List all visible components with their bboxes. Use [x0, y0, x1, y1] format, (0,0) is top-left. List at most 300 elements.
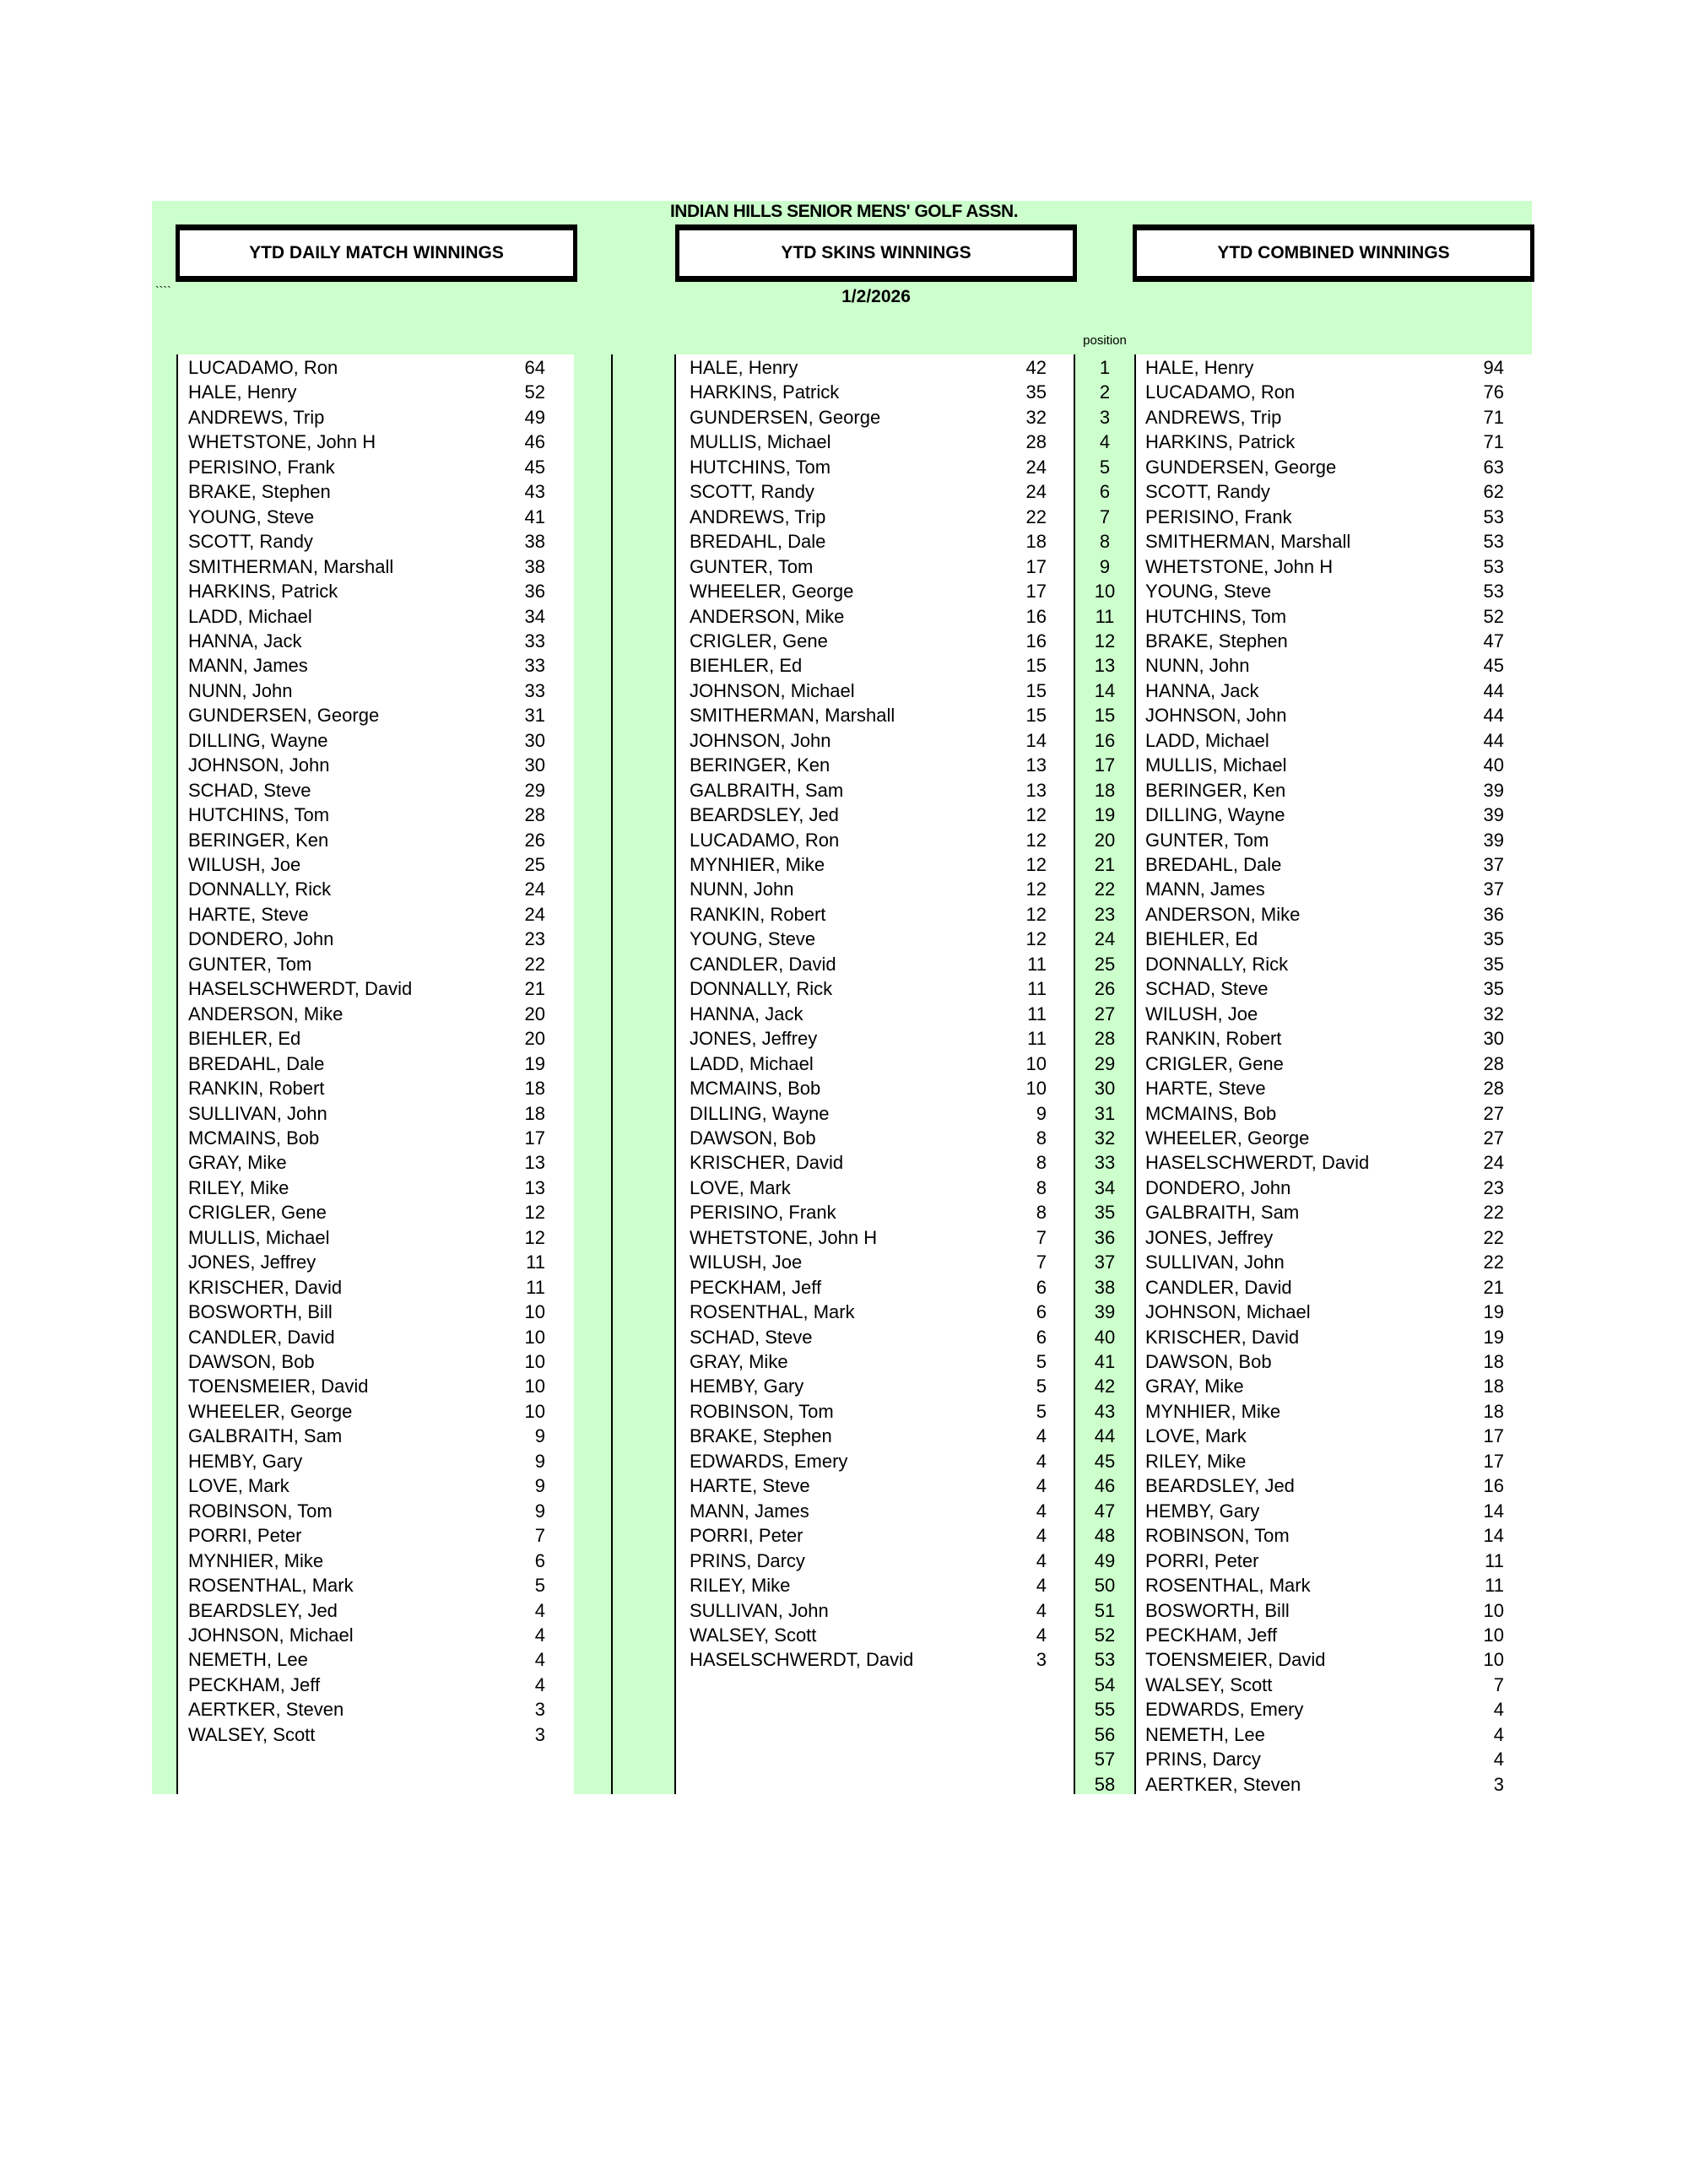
daily-winnings: 19 — [524, 1052, 545, 1074]
daily-player-name: BOSWORTH, Bill — [188, 1301, 333, 1323]
skins-winnings: 15 — [1025, 655, 1047, 677]
combined-position: 32 — [1094, 1127, 1116, 1149]
daily-player-name: NEMETH, Lee — [188, 1649, 308, 1671]
daily-player-name: GRAY, Mike — [188, 1152, 287, 1174]
daily-player-name: DONNALLY, Rick — [188, 878, 332, 900]
daily-player-name: SULLIVAN, John — [188, 1102, 327, 1124]
combined-player-name: HUTCHINS, Tom — [1145, 605, 1287, 627]
combined-winnings: 22 — [1483, 1251, 1504, 1273]
combined-player-name: KRISCHER, David — [1145, 1326, 1300, 1348]
skins-player-name: PECKHAM, Jeff — [690, 1276, 822, 1298]
combined-player-name: MCMAINS, Bob — [1145, 1102, 1277, 1124]
combined-player-name: LOVE, Mark — [1145, 1425, 1247, 1447]
daily-player-name: PECKHAM, Jeff — [188, 1673, 321, 1695]
combined-winnings: 10 — [1483, 1599, 1504, 1621]
daily-player-name: DAWSON, Bob — [188, 1351, 315, 1372]
daily-player-name: HARKINS, Patrick — [188, 581, 338, 603]
combined-winnings: 18 — [1483, 1400, 1504, 1422]
combined-player-name: SCHAD, Steve — [1145, 978, 1269, 1000]
combined-player-name: PERISINO, Frank — [1145, 505, 1292, 527]
skins-winnings: 11 — [1027, 1028, 1047, 1050]
skins-player-name: KRISCHER, David — [690, 1152, 844, 1174]
skins-winnings: 3 — [1036, 1649, 1047, 1671]
combined-winnings: 53 — [1483, 505, 1504, 527]
daily-player-name: JOHNSON, Michael — [188, 1624, 354, 1646]
combined-player-name: HANNA, Jack — [1145, 679, 1259, 701]
skins-winnings: 6 — [1036, 1301, 1047, 1323]
daily-player-name: BEARDSLEY, Jed — [188, 1599, 338, 1621]
skins-player-name: GALBRAITH, Sam — [690, 779, 844, 801]
daily-player-name: SCOTT, Randy — [188, 531, 313, 553]
daily-player-name: WHEELER, George — [188, 1400, 353, 1422]
combined-winnings: 16 — [1483, 1475, 1504, 1497]
combined-winnings: 35 — [1483, 953, 1504, 975]
combined-position: 52 — [1094, 1624, 1116, 1646]
daily-winnings: 7 — [534, 1525, 545, 1547]
daily-player-name: ROBINSON, Tom — [188, 1500, 333, 1522]
combined-player-name: PORRI, Peter — [1145, 1549, 1259, 1571]
daily-winnings: 4 — [534, 1624, 545, 1646]
daily-winnings: 20 — [524, 1028, 545, 1050]
combined-winnings: 7 — [1493, 1673, 1504, 1695]
daily-winnings: 11 — [526, 1251, 545, 1273]
daily-winnings: 33 — [524, 655, 545, 677]
combined-winnings: 30 — [1483, 1028, 1504, 1050]
daily-winnings: 22 — [524, 953, 545, 975]
combined-winnings: 62 — [1483, 481, 1504, 503]
combined-winnings: 11 — [1485, 1575, 1504, 1597]
daily-winnings: 9 — [534, 1475, 545, 1497]
combined-player-name: DILLING, Wayne — [1145, 804, 1285, 826]
daily-player-name: GALBRAITH, Sam — [188, 1425, 343, 1447]
skins-winnings: 14 — [1025, 729, 1047, 751]
daily-winnings: 33 — [524, 679, 545, 701]
skins-winnings: 11 — [1027, 978, 1047, 1000]
daily-winnings: 33 — [524, 630, 545, 651]
combined-player-name: GRAY, Mike — [1145, 1376, 1244, 1397]
daily-winnings: 3 — [534, 1699, 545, 1721]
skins-winnings: 8 — [1036, 1202, 1047, 1224]
combined-winnings: 14 — [1483, 1525, 1504, 1547]
combined-player-name: WHETSTONE, John H — [1145, 555, 1334, 577]
daily-winnings: 43 — [524, 481, 545, 503]
daily-winnings: 38 — [524, 531, 545, 553]
daily-winnings: 52 — [524, 381, 545, 403]
combined-winnings: 76 — [1483, 381, 1504, 403]
divider — [611, 354, 613, 1794]
combined-player-name: HASELSCHWERDT, David — [1145, 1152, 1370, 1174]
combined-winnings: 17 — [1483, 1425, 1504, 1447]
skins-player-name: ROBINSON, Tom — [690, 1400, 834, 1422]
combined-position: 34 — [1094, 1176, 1116, 1198]
daily-winnings: 12 — [524, 1226, 545, 1248]
combined-winnings: 39 — [1483, 779, 1504, 801]
skins-winnings: 5 — [1036, 1376, 1047, 1397]
combined-position: 20 — [1094, 829, 1116, 851]
skins-player-name: RANKIN, Robert — [690, 903, 826, 925]
skins-winnings: 5 — [1036, 1351, 1047, 1372]
skins-player-name: JONES, Jeffrey — [690, 1028, 818, 1050]
skins-winnings: 17 — [1025, 555, 1047, 577]
skins-player-name: MANN, James — [690, 1500, 809, 1522]
combined-player-name: HARTE, Steve — [1145, 1078, 1266, 1100]
daily-player-name: HEMBY, Gary — [188, 1450, 303, 1472]
skins-winnings: 35 — [1025, 381, 1047, 403]
skins-winnings: 22 — [1025, 505, 1047, 527]
skins-winnings: 12 — [1025, 829, 1047, 851]
skins-winnings: 4 — [1036, 1575, 1047, 1597]
combined-winnings: 52 — [1483, 605, 1504, 627]
daily-winnings: 11 — [526, 1276, 545, 1298]
combined-position: 58 — [1094, 1773, 1116, 1795]
combined-position: 4 — [1099, 431, 1111, 453]
skins-player-name: DONNALLY, Rick — [690, 978, 833, 1000]
combined-player-name: PRINS, Darcy — [1145, 1749, 1261, 1770]
skins-player-name: RILEY, Mike — [690, 1575, 791, 1597]
combined-winnings: 37 — [1483, 878, 1504, 900]
daily-player-name: ANDREWS, Trip — [188, 406, 325, 428]
combined-position: 25 — [1094, 953, 1116, 975]
skins-winnings: 42 — [1025, 357, 1047, 378]
combined-position: 31 — [1094, 1102, 1116, 1124]
skins-player-name: LADD, Michael — [690, 1052, 814, 1074]
skins-player-name: YOUNG, Steve — [690, 928, 816, 950]
combined-winnings: 28 — [1483, 1078, 1504, 1100]
daily-winnings: 36 — [524, 581, 545, 603]
skins-winnings: 4 — [1036, 1599, 1047, 1621]
daily-winnings: 13 — [524, 1152, 545, 1174]
combined-player-name: MANN, James — [1145, 878, 1265, 900]
skins-player-name: MYNHIER, Mike — [690, 854, 825, 875]
report-date: 1/2/2026 — [841, 287, 911, 306]
combined-winnings: 44 — [1483, 729, 1504, 751]
skins-winnings: 13 — [1025, 779, 1047, 801]
combined-position: 47 — [1094, 1500, 1116, 1522]
combined-position: 40 — [1094, 1326, 1116, 1348]
skins-player-name: HALE, Henry — [690, 357, 798, 378]
skins-player-name: MULLIS, Michael — [690, 431, 831, 453]
combined-player-name: CRIGLER, Gene — [1145, 1052, 1284, 1074]
combined-player-name: LUCADAMO, Ron — [1145, 381, 1296, 403]
combined-player-name: DAWSON, Bob — [1145, 1351, 1272, 1372]
combined-winnings: 28 — [1483, 1052, 1504, 1074]
green-margin — [152, 354, 177, 1794]
daily-player-name: CANDLER, David — [188, 1326, 335, 1348]
combined-player-name: HARKINS, Patrick — [1145, 431, 1296, 453]
skins-winnings: 16 — [1025, 630, 1047, 651]
skins-player-name: BRAKE, Stephen — [690, 1425, 832, 1447]
combined-player-name: DONNALLY, Rick — [1145, 953, 1289, 975]
combined-player-name: ROBINSON, Tom — [1145, 1525, 1290, 1547]
combined-winnings: 71 — [1483, 431, 1504, 453]
skins-winnings: 10 — [1025, 1052, 1047, 1074]
skins-heading: YTD SKINS WINNINGS — [675, 224, 1077, 282]
skins-player-name: ANDERSON, Mike — [690, 605, 845, 627]
combined-player-name: JONES, Jeffrey — [1145, 1226, 1274, 1248]
daily-player-name: LUCADAMO, Ron — [188, 357, 338, 378]
skins-player-name: LOVE, Mark — [690, 1176, 791, 1198]
combined-position: 3 — [1099, 406, 1111, 428]
combined-position: 22 — [1094, 878, 1116, 900]
combined-position: 56 — [1094, 1723, 1116, 1745]
combined-position: 26 — [1094, 978, 1116, 1000]
combined-position: 41 — [1094, 1351, 1116, 1372]
daily-winnings: 6 — [534, 1549, 545, 1571]
daily-player-name: HALE, Henry — [188, 381, 297, 403]
skins-player-name: BIEHLER, Ed — [690, 655, 803, 677]
skins-player-name: EDWARDS, Emery — [690, 1450, 848, 1472]
skins-winnings: 11 — [1027, 1003, 1047, 1024]
combined-position: 36 — [1094, 1226, 1116, 1248]
daily-player-name: GUNDERSEN, George — [188, 705, 380, 727]
combined-winnings: 35 — [1483, 928, 1504, 950]
combined-winnings: 94 — [1483, 357, 1504, 378]
combined-position: 54 — [1094, 1673, 1116, 1695]
daily-player-name: BERINGER, Ken — [188, 829, 329, 851]
skins-winnings: 4 — [1036, 1425, 1047, 1447]
skins-player-name: PERISINO, Frank — [690, 1202, 836, 1224]
daily-winnings: 29 — [524, 779, 545, 801]
combined-position: 44 — [1094, 1425, 1116, 1447]
skins-player-name: PORRI, Peter — [690, 1525, 803, 1547]
skins-winnings: 24 — [1025, 481, 1047, 503]
skins-winnings: 4 — [1036, 1450, 1047, 1472]
combined-winnings: 53 — [1483, 555, 1504, 577]
daily-winnings: 30 — [524, 754, 545, 776]
combined-winnings: 35 — [1483, 978, 1504, 1000]
daily-winnings: 17 — [524, 1127, 545, 1149]
skins-player-name: WALSEY, Scott — [690, 1624, 817, 1646]
combined-position: 14 — [1094, 679, 1116, 701]
combined-position: 8 — [1099, 531, 1111, 553]
combined-player-name: RANKIN, Robert — [1145, 1028, 1282, 1050]
daily-player-name: RANKIN, Robert — [188, 1078, 325, 1100]
skins-winnings: 4 — [1036, 1624, 1047, 1646]
daily-player-name: BRAKE, Stephen — [188, 481, 331, 503]
daily-winnings: 10 — [524, 1301, 545, 1323]
combined-position: 46 — [1094, 1475, 1116, 1497]
skins-player-name: HARTE, Steve — [690, 1475, 810, 1497]
daily-player-name: MYNHIER, Mike — [188, 1549, 324, 1571]
skins-winnings: 12 — [1025, 903, 1047, 925]
daily-player-name: BIEHLER, Ed — [188, 1028, 301, 1050]
combined-position: 19 — [1094, 804, 1116, 826]
skins-player-name: SCHAD, Steve — [690, 1326, 813, 1348]
combined-player-name: PECKHAM, Jeff — [1145, 1624, 1278, 1646]
daily-winnings: 46 — [524, 431, 545, 453]
skins-player-name: HUTCHINS, Tom — [690, 456, 831, 478]
skins-player-name: GRAY, Mike — [690, 1351, 788, 1372]
combined-player-name: NUNN, John — [1145, 655, 1250, 677]
skins-winnings: 15 — [1025, 679, 1047, 701]
daily-player-name: PERISINO, Frank — [188, 456, 335, 478]
skins-player-name: WHETSTONE, John H — [690, 1226, 878, 1248]
skins-player-name: HARKINS, Patrick — [690, 381, 840, 403]
stray-marks: ```` — [155, 284, 171, 297]
combined-player-name: BERINGER, Ken — [1145, 779, 1286, 801]
divider — [176, 354, 178, 1794]
combined-winnings: 21 — [1483, 1276, 1504, 1298]
daily-player-name: DILLING, Wayne — [188, 729, 328, 751]
combined-winnings: 11 — [1485, 1549, 1504, 1571]
skins-winnings: 18 — [1025, 531, 1047, 553]
skins-winnings: 7 — [1036, 1226, 1047, 1248]
combined-position: 28 — [1094, 1028, 1116, 1050]
daily-winnings: 34 — [524, 605, 545, 627]
skins-winnings: 12 — [1025, 804, 1047, 826]
combined-position: 39 — [1094, 1301, 1116, 1323]
combined-position: 57 — [1094, 1749, 1116, 1770]
combined-position: 55 — [1094, 1699, 1116, 1721]
combined-player-name: SCOTT, Randy — [1145, 481, 1270, 503]
combined-position: 43 — [1094, 1400, 1116, 1422]
combined-position: 15 — [1094, 705, 1116, 727]
skins-winnings: 10 — [1025, 1078, 1047, 1100]
combined-winnings: 39 — [1483, 829, 1504, 851]
daily-winnings: 21 — [524, 978, 545, 1000]
combined-winnings: 4 — [1493, 1749, 1504, 1770]
daily-player-name: GUNTER, Tom — [188, 953, 312, 975]
skins-player-name: DAWSON, Bob — [690, 1127, 816, 1149]
combined-player-name: BIEHLER, Ed — [1145, 928, 1258, 950]
combined-position: 30 — [1094, 1078, 1116, 1100]
daily-winnings: 3 — [534, 1723, 545, 1745]
combined-winnings: 23 — [1483, 1176, 1504, 1198]
combined-winnings: 19 — [1483, 1301, 1504, 1323]
skins-player-name: MCMAINS, Bob — [690, 1078, 821, 1100]
combined-heading: YTD COMBINED WINNINGS — [1133, 224, 1534, 282]
combined-winnings: 27 — [1483, 1127, 1504, 1149]
combined-player-name: BEARDSLEY, Jed — [1145, 1475, 1295, 1497]
daily-player-name: WALSEY, Scott — [188, 1723, 316, 1745]
combined-player-name: MYNHIER, Mike — [1145, 1400, 1281, 1422]
combined-position: 37 — [1094, 1251, 1116, 1273]
combined-position: 6 — [1099, 481, 1111, 503]
skins-player-name: CRIGLER, Gene — [690, 630, 828, 651]
skins-player-name: SCOTT, Randy — [690, 481, 814, 503]
daily-player-name: DONDERO, John — [188, 928, 334, 950]
daily-player-name: TOENSMEIER, David — [188, 1376, 369, 1397]
combined-player-name: HALE, Henry — [1145, 357, 1254, 378]
combined-position: 45 — [1094, 1450, 1116, 1472]
skins-winnings: 12 — [1025, 878, 1047, 900]
combined-position: 5 — [1099, 456, 1111, 478]
daily-winnings: 9 — [534, 1450, 545, 1472]
daily-winnings: 45 — [524, 456, 545, 478]
combined-player-name: GALBRAITH, Sam — [1145, 1202, 1300, 1224]
combined-player-name: BOSWORTH, Bill — [1145, 1599, 1290, 1621]
daily-player-name: JONES, Jeffrey — [188, 1251, 316, 1273]
daily-winnings: 49 — [524, 406, 545, 428]
skins-player-name: HANNA, Jack — [690, 1003, 803, 1024]
combined-position: 16 — [1094, 729, 1116, 751]
combined-position: 27 — [1094, 1003, 1116, 1024]
combined-player-name: SMITHERMAN, Marshall — [1145, 531, 1351, 553]
daily-heading: YTD DAILY MATCH WINNINGS — [176, 224, 577, 282]
combined-player-name: RILEY, Mike — [1145, 1450, 1247, 1472]
skins-winnings: 13 — [1025, 754, 1047, 776]
skins-player-name: BERINGER, Ken — [690, 754, 830, 776]
skins-player-name: WILUSH, Joe — [690, 1251, 803, 1273]
daily-winnings: 28 — [524, 804, 545, 826]
combined-position: 23 — [1094, 903, 1116, 925]
daily-player-name: ROSENTHAL, Mark — [188, 1575, 354, 1597]
combined-player-name: GUNDERSEN, George — [1145, 456, 1337, 478]
skins-winnings: 24 — [1025, 456, 1047, 478]
daily-winnings: 64 — [524, 357, 545, 378]
daily-player-name: LOVE, Mark — [188, 1475, 289, 1497]
combined-winnings: 40 — [1483, 754, 1504, 776]
skins-winnings: 11 — [1027, 953, 1047, 975]
skins-player-name: ANDREWS, Trip — [690, 505, 826, 527]
skins-player-name: BREDAHL, Dale — [690, 531, 826, 553]
page-title: INDIAN HILLS SENIOR MENS' GOLF ASSN. — [669, 202, 1019, 221]
combined-winnings: 44 — [1483, 705, 1504, 727]
skins-winnings: 6 — [1036, 1326, 1047, 1348]
combined-winnings: 71 — [1483, 406, 1504, 428]
combined-player-name: JOHNSON, John — [1145, 705, 1287, 727]
combined-player-name: BREDAHL, Dale — [1145, 854, 1282, 875]
skins-player-name: SMITHERMAN, Marshall — [690, 705, 895, 727]
combined-player-name: EDWARDS, Emery — [1145, 1699, 1304, 1721]
combined-player-name: SULLIVAN, John — [1145, 1251, 1285, 1273]
skins-player-name: GUNTER, Tom — [690, 555, 814, 577]
combined-winnings: 53 — [1483, 581, 1504, 603]
daily-player-name: WILUSH, Joe — [188, 854, 301, 875]
skins-player-name: GUNDERSEN, George — [690, 406, 881, 428]
daily-winnings: 24 — [524, 903, 545, 925]
skins-winnings: 8 — [1036, 1152, 1047, 1174]
daily-winnings: 41 — [524, 505, 545, 527]
combined-winnings: 4 — [1493, 1723, 1504, 1745]
skins-winnings: 12 — [1025, 854, 1047, 875]
combined-position: 9 — [1099, 555, 1111, 577]
combined-winnings: 18 — [1483, 1351, 1504, 1372]
combined-player-name: ANDERSON, Mike — [1145, 903, 1301, 925]
daily-player-name: NUNN, John — [188, 679, 293, 701]
daily-player-name: WHETSTONE, John H — [188, 431, 376, 453]
combined-player-name: LADD, Michael — [1145, 729, 1269, 751]
combined-player-name: ANDREWS, Trip — [1145, 406, 1282, 428]
daily-winnings: 4 — [534, 1673, 545, 1695]
combined-player-name: NEMETH, Lee — [1145, 1723, 1265, 1745]
combined-position: 7 — [1099, 505, 1111, 527]
daily-player-name: HARTE, Steve — [188, 903, 309, 925]
daily-winnings: 9 — [534, 1425, 545, 1447]
daily-winnings: 10 — [524, 1326, 545, 1348]
daily-player-name: MCMAINS, Bob — [188, 1127, 320, 1149]
skins-player-name: LUCADAMO, Ron — [690, 829, 840, 851]
skins-player-name: BEARDSLEY, Jed — [690, 804, 839, 826]
daily-player-name: MANN, James — [188, 655, 308, 677]
combined-player-name: MULLIS, Michael — [1145, 754, 1287, 776]
skins-winnings: 4 — [1036, 1549, 1047, 1571]
skins-player-name: WHEELER, George — [690, 581, 854, 603]
combined-winnings: 44 — [1483, 679, 1504, 701]
combined-position: 10 — [1094, 581, 1116, 603]
combined-position: 51 — [1094, 1599, 1116, 1621]
skins-player-name: PRINS, Darcy — [690, 1549, 805, 1571]
combined-player-name: CANDLER, David — [1145, 1276, 1292, 1298]
combined-winnings: 22 — [1483, 1226, 1504, 1248]
skins-winnings: 28 — [1025, 431, 1047, 453]
daily-player-name: MULLIS, Michael — [188, 1226, 330, 1248]
daily-player-name: JOHNSON, John — [188, 754, 330, 776]
combined-winnings: 10 — [1483, 1624, 1504, 1646]
combined-winnings: 36 — [1483, 903, 1504, 925]
daily-winnings: 18 — [524, 1102, 545, 1124]
skins-player-name: NUNN, John — [690, 878, 794, 900]
